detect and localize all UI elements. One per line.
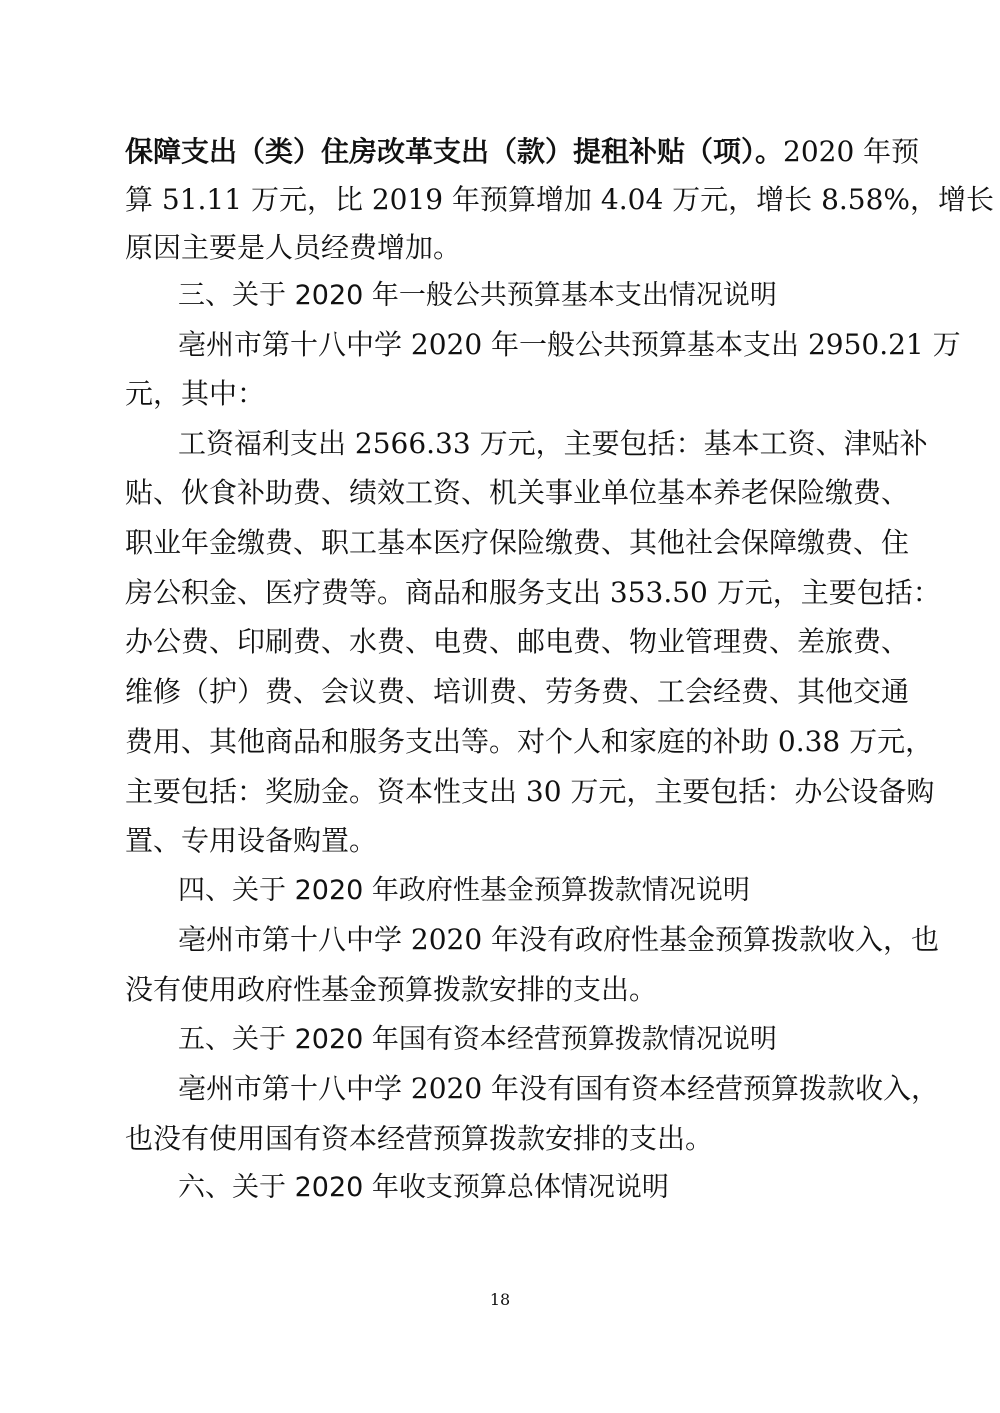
paragraph-line: 费用、其他商品和服务支出等。对个人和家庭的补助 0.38 万元， — [125, 725, 934, 758]
paragraph-line: 贴、伙食补助费、绩效工资、机关事业单位基本养老保险缴费、 — [125, 476, 910, 509]
paragraph-line: 亳州市第十八中学 2020 年没有政府性基金预算拨款收入，也 — [178, 923, 940, 956]
paragraph-line: 没有使用政府性基金预算拨款安排的支出。 — [125, 973, 658, 1006]
page-number: 18 — [489, 1290, 511, 1309]
paragraph-line: 职业年金缴费、职工基本医疗保险缴费、其他社会保障缴费、住 — [125, 526, 910, 559]
paragraph-line: 置、专用设备购置。 — [125, 824, 378, 857]
paragraph-line: 主要包括：奖励金。资本性支出 30 万元，主要包括：办公设备购 — [125, 775, 935, 808]
section-heading: 三、关于 2020 年一般公共预算基本支出情况说明 — [178, 280, 777, 311]
text-run: 2020 年预 — [783, 135, 920, 168]
section-heading: 五、关于 2020 年国有资本经营预算拨款情况说明 — [178, 1024, 777, 1055]
paragraph-line: 亳州市第十八中学 2020 年没有国有资本经营预算拨款收入， — [178, 1072, 940, 1105]
paragraph-line: 原因主要是人员经费增加。 — [125, 231, 462, 264]
paragraph-line: 算 51.11 万元，比 2019 年预算增加 4.04 万元，增长 8.58%，增长 — [125, 183, 995, 216]
paragraph-line: 元，其中： — [125, 377, 266, 410]
paragraph-line: 办公费、印刷费、水费、电费、邮电费、物业管理费、差旅费、 — [125, 625, 910, 658]
paragraph-line: 也没有使用国有资本经营预算拨款安排的支出。 — [125, 1122, 714, 1155]
bold-text-run: 保障支出（类）住房改革支出（款）提租补贴（项）。 — [125, 135, 784, 168]
paragraph-line: 房公积金、医疗费等。商品和服务支出 353.50 万元，主要包括： — [125, 576, 941, 609]
paragraph-line — [125, 132, 920, 172]
section-heading: 四、关于 2020 年政府性基金预算拨款情况说明 — [178, 875, 750, 906]
paragraph-line: 工资福利支出 2566.33 万元，主要包括：基本工资、津贴补 — [178, 427, 928, 460]
paragraph-line: 亳州市第十八中学 2020 年一般公共预算基本支出 2950.21 万 — [178, 328, 961, 361]
paragraph-line: 维修（护）费、会议费、培训费、劳务费、工会经费、其他交通 — [125, 675, 910, 708]
section-heading: 六、关于 2020 年收支预算总体情况说明 — [178, 1172, 669, 1203]
